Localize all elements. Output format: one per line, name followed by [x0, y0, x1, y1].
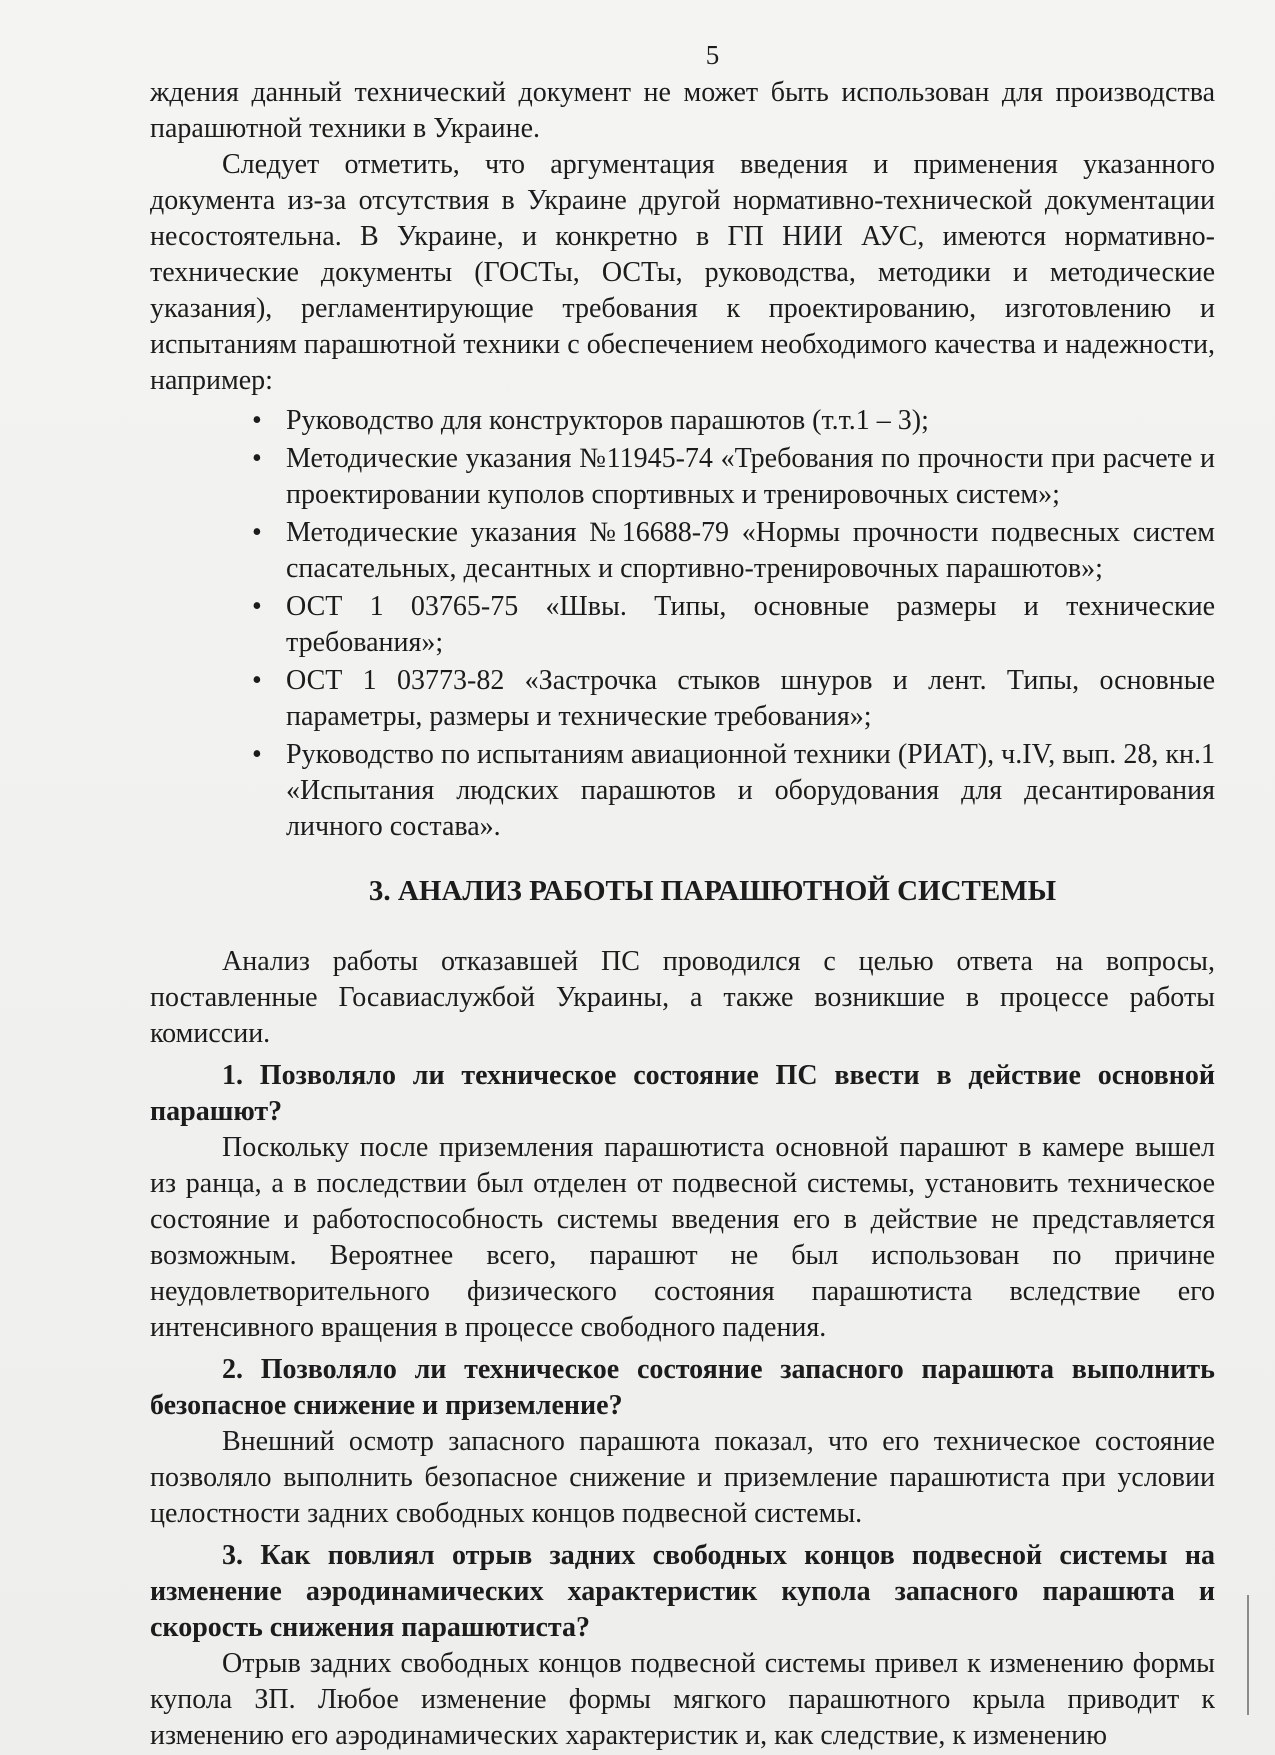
answer-paragraph-1: Поскольку после приземления парашютиста основной парашют в камере вышел из ранца, а в последствии был отделен от подвесной системы, установить техническое состояние и работоспособность системы введения его в действие не представляется возможным. Вероятнее всего, парашют не был использован по причине неудовлетворительного физического состояния парашютиста вследствие его интенсивного вращения в процессе свободного падения.: [150, 1132, 1215, 1343]
answer-paragraph-3: Отрыв задних свободных концов подвесной системы привел к изменению формы купола ЗП. Любое изменение формы мягкого парашютного крыла приводит к изменению его аэродинамических характеристик и, как следствие, к изменению: [150, 1648, 1215, 1751]
intro-paragraph: Следует отметить, что аргументация введения и применения указанного документа из-за отсутствия в Украине другой нормативно-технической документации несостоятельна. В Украине, и конкретно в ГП НИИ АУС, имеются нормативно- технические документы (ГОСТы, ОСТы, руководства, методики и методические указания), регламентирующие требования к проектированию, изготовлению и испытаниям парашютной техники с обеспечением необходимого качества и надежности, например:: [150, 149, 1215, 396]
bullet-icon: •: [252, 739, 262, 770]
list-item-text: Методические указания №11945-74 «Требования по прочности при расчете и проектировании куполов спортивных и тренировочных систем»;: [286, 443, 1215, 510]
list-item-text: ОСТ 1 03765-75 «Швы. Типы, основные размеры и технические требования»;: [286, 591, 1215, 658]
list-item: [250, 515, 1215, 587]
list-item: [250, 663, 1215, 735]
section-title: 3. АНАЛИЗ РАБОТЫ ПАРАШЮТНОЙ СИСТЕМЫ: [368, 875, 1057, 907]
bullet-icon: •: [252, 443, 262, 474]
list-item-text: Методические указания №16688-79 «Нормы прочности подвесных систем спасательных, десантных и спортивно-тренировочных парашютов»;: [286, 517, 1215, 584]
list-item: [250, 441, 1215, 513]
list-item: [250, 403, 1215, 439]
list-item: [250, 737, 1215, 845]
scan-margin-mark: [1247, 1595, 1249, 1715]
section-intro: Анализ работы отказавшей ПС проводился с целью ответа на вопросы, поставленные Госавиаслужбой Украины, а также возникшие в процессе работы комиссии.: [150, 946, 1215, 1049]
page-number: 5: [705, 40, 720, 70]
bullet-icon: •: [252, 517, 262, 548]
list-item: [250, 589, 1215, 661]
list-item-text: ОСТ 1 03773-82 «Застрочка стыков шнуров и лент. Типы, основные параметры, размеры и технические требования»;: [286, 665, 1215, 732]
reference-list: [150, 403, 1215, 845]
question-heading-1: 1. Позволяло ли техническое состояние ПС ввести в действие основной парашют?: [150, 1060, 1215, 1127]
list-item-text: Руководство по испытаниям авиационной техники (РИАТ), ч.IV, вып. 28, кн.1 «Испытания людских парашютов и оборудования для десантирования личного состава».: [286, 739, 1215, 842]
intro-paragraph-continuation: ждения данный технический документ не может быть использован для производства парашютной техники в Украине.: [150, 77, 1215, 144]
bullet-icon: •: [252, 405, 262, 436]
answer-paragraph-2: Внешний осмотр запасного парашюта показал, что его техническое состояние позволяло выполнить безопасное снижение и приземление парашютиста при условии целостности задних свободных концов подвесной системы.: [150, 1426, 1215, 1529]
bullet-icon: •: [252, 591, 262, 622]
question-heading-3: 3. Как повлиял отрыв задних свободных концов подвесной системы на изменение аэродинамических характеристик купола запасного парашюта и скорость снижения парашютиста?: [150, 1540, 1215, 1643]
bullet-icon: •: [252, 665, 262, 696]
list-item-text: Руководство для конструкторов парашютов (т.т.1 – 3);: [286, 405, 929, 436]
question-heading-2: 2. Позволяло ли техническое состояние запасного парашюта выполнить безопасное снижение и приземление?: [150, 1354, 1215, 1421]
